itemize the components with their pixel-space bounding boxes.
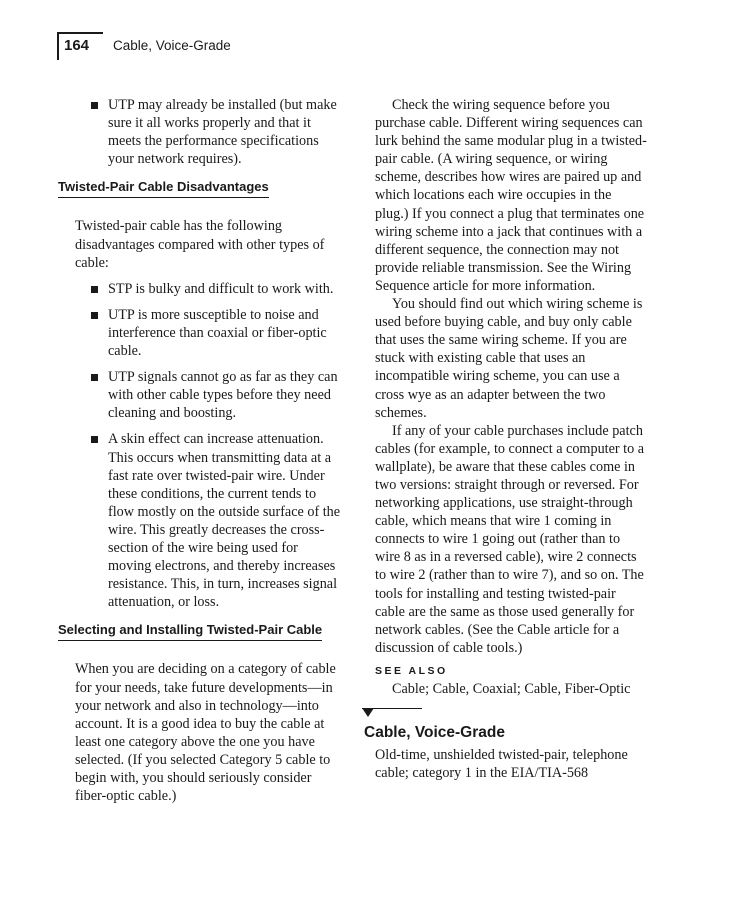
list-item — [58, 430, 343, 611]
bullet-text: STP is bulky and difficult to work with. — [108, 280, 334, 297]
list-item — [58, 280, 343, 298]
disadvantages-list — [58, 280, 343, 612]
bullet-text: UTP may already be installed (but make sure it all works properly and that it meets the performance specifications your network requires). — [108, 97, 337, 168]
triangle-down-icon — [362, 708, 374, 717]
left-column — [58, 96, 343, 805]
bullet-square-icon — [91, 374, 98, 381]
list-item — [58, 368, 343, 422]
bullet-text: UTP signals cannot go as far as they can with other cable types before they need cleaning and boosting. — [108, 369, 338, 422]
header-rule-vertical — [57, 32, 59, 60]
patch-cable-paragraph: If any of your cable purchases include patch cables (for example, to connect a computer to a wallplate), be aware that these cables come in two versions: straight through or reversed. For networking applications, use straight-through cable, which means that wire 1 coming in connects to wire 1 going out (rather than to wire 8 as in a reversed cable), wire 2 connects to wire 2 (rather than to wire 7), and so on. The tools for installing and testing twisted-pair cable are the same as those used generally for network cables. (See the Cable article for a discussion of cable tools.) — [375, 422, 645, 656]
entry-marker — [362, 708, 647, 724]
bullet-text: A skin effect can increase attenuation. This occurs when transmitting data at a fast rate over twisted-pair wire. Under these conditions, the current tends to flow mostly on the outside surface of the wire. This greatly decreases the cross-section of the wire being used for moving electrons, and thereby increases resistance. This, in turn, increases signal attenuation, or loss. — [108, 431, 341, 611]
list-item — [58, 306, 343, 360]
section-heading-disadvantages: Twisted-Pair Cable Disadvantages — [58, 178, 269, 198]
bullet-square-icon — [91, 312, 98, 319]
entry-text: Old-time, unshielded twisted-pair, telephone cable; category 1 in the EIA/TIA-568 — [375, 747, 628, 782]
bullet-square-icon — [91, 286, 98, 293]
see-also-label: SEE ALSO — [375, 664, 448, 677]
page-number: 164 — [64, 37, 90, 54]
bullet-square-icon — [91, 102, 98, 109]
wiring-paragraph: Check the wiring sequence before you purchase cable. Different wiring sequences can lurk behind the same modular plug in a twisted-pair cable. (A wiring sequence, or wiring scheme, describes how wires are paired up and which locations each wire occupies in the plug.) If you connect a plug that terminates one wiring scheme into a jack that continues with a different sequence, the connection may not provide reliable transmission. See the Wiring Sequence article for more information. — [375, 97, 647, 294]
see-also-text: Cable; Cable, Coaxial; Cable, Fiber-Optic — [392, 681, 631, 697]
selecting-paragraph: When you are deciding on a category of cable for your needs, take future developments—in your network and also in technology—into account. It is a good idea to buy the cable at least one category above the one you have selected. (If you selected Category 5 cable to begin with, you should seriously consider fiber-optic cable.) — [75, 661, 336, 805]
entry-heading: Cable, Voice-Grade — [364, 724, 505, 742]
bullet-square-icon — [91, 436, 98, 443]
right-column — [362, 96, 647, 782]
running-head: Cable, Voice-Grade — [113, 38, 231, 53]
list-item — [58, 96, 343, 168]
disadvantages-intro: Twisted-pair cable has the following disadvantages compared with other types of cable: — [75, 218, 325, 271]
scheme-paragraph: You should find out which wiring scheme is used before buying cable, and buy only cable that uses the same wiring scheme. If you are stuck with existing cable that uses an incompatible wiring scheme, you can use a cross wye as an adapter between the two schemes. — [375, 296, 643, 421]
bullet-text: UTP is more susceptible to noise and interference than coaxial or fiber-optic cable. — [108, 306, 327, 360]
section-heading-selecting: Selecting and Installing Twisted-Pair Cable — [58, 621, 322, 641]
header-rule-horizontal — [57, 32, 103, 34]
intro-bullet-list — [58, 96, 343, 168]
